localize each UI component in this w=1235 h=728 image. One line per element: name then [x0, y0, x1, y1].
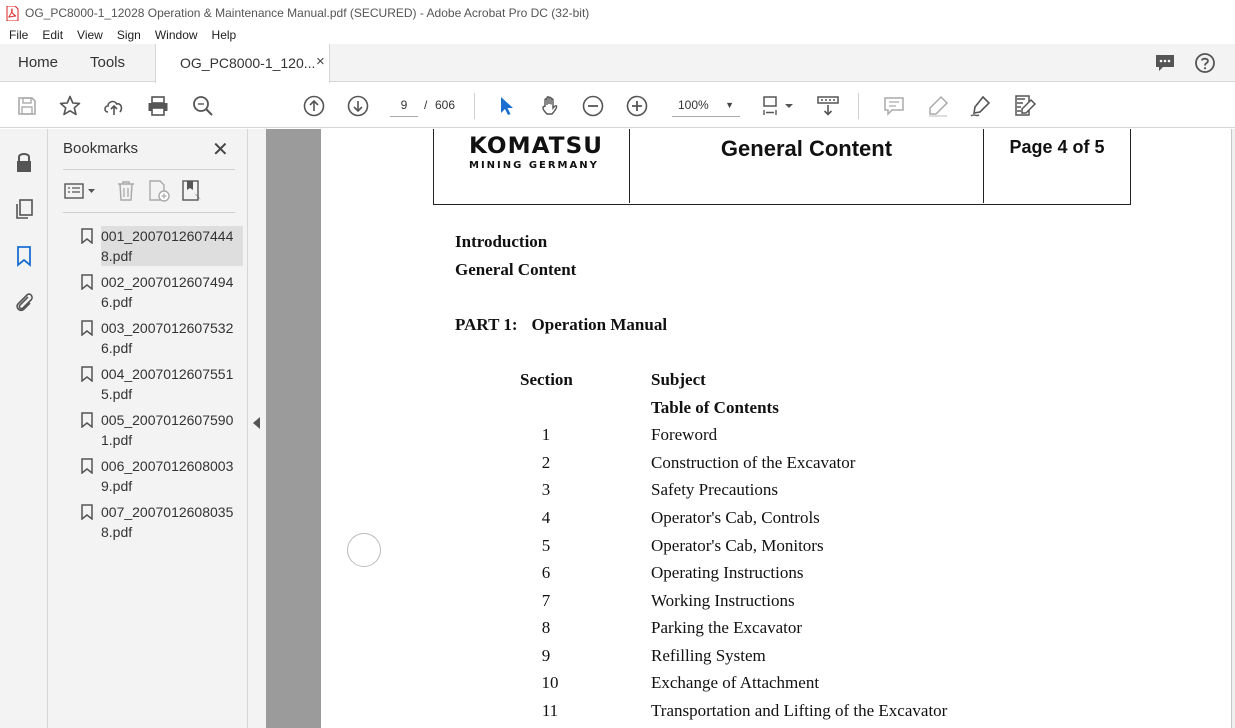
select-cursor-icon[interactable]	[494, 94, 518, 118]
tab-close-button[interactable]: ×	[316, 53, 325, 70]
next-page-icon[interactable]	[346, 94, 370, 118]
new-bookmark-icon[interactable]	[146, 179, 172, 203]
left-rail	[0, 129, 48, 728]
toc-row-number: 5	[541, 536, 551, 555]
header-title: General Content	[720, 136, 893, 161]
bookmark-item[interactable]	[78, 316, 248, 362]
bookmark-label: 002_20070126074946.pdf	[101, 274, 234, 310]
bookmark-list	[78, 224, 248, 546]
logo-cell	[434, 129, 630, 203]
bookmark-label: 001_20070126074448.pdf	[101, 226, 243, 266]
comment-icon[interactable]	[882, 94, 906, 118]
bookmark-icon	[81, 274, 93, 290]
toc-row-subject: Safety Precautions	[651, 480, 778, 499]
bookmark-item[interactable]	[78, 270, 248, 316]
komatsu-logo: KOMATSU	[469, 134, 604, 159]
toc-row-subject: Working Instructions	[651, 591, 795, 610]
toc-row-subject: Refilling System	[651, 646, 766, 665]
comment-bubble-icon[interactable]	[1154, 52, 1176, 74]
page-separator: /	[424, 98, 428, 112]
divider	[63, 212, 235, 213]
part-heading	[455, 315, 667, 335]
toolbar-divider	[858, 93, 859, 119]
part-label: PART 1:	[455, 315, 518, 334]
lock-icon[interactable]	[12, 150, 36, 174]
toolbar-divider	[474, 93, 475, 119]
bookmarks-close-button[interactable]: ✕	[212, 139, 229, 161]
toc-row-subject: Construction of the Excavator	[651, 453, 856, 472]
sign-pen-icon[interactable]	[969, 94, 993, 118]
star-bookmark-icon[interactable]	[58, 94, 82, 118]
toc-row-subject: Foreword	[651, 425, 718, 444]
bookmarks-panel	[48, 129, 248, 728]
bookmarks-title: Bookmarks	[63, 140, 139, 157]
toc-row-number: 7	[541, 591, 551, 610]
column-header-subject: Subject	[651, 370, 706, 389]
toc-row-number: 11	[541, 701, 559, 720]
bookmark-label: 006_20070126080039.pdf	[101, 458, 234, 494]
toc-row-number: 3	[541, 480, 551, 499]
toc-row-number: 6	[541, 563, 551, 582]
collapse-arrow-icon	[253, 417, 260, 429]
bookmark-label: 003_20070126075326.pdf	[101, 320, 234, 356]
toc-row-number: 10	[541, 673, 559, 692]
tab-document[interactable]	[155, 44, 330, 83]
menu-bar	[0, 26, 1235, 44]
tab-tools[interactable]: Tools	[90, 54, 126, 71]
total-pages: 606	[435, 98, 456, 112]
bookmark-panel-icon[interactable]	[12, 244, 36, 268]
heading-introduction: Introduction	[455, 232, 548, 251]
menu-window[interactable]: Window	[154, 28, 198, 42]
toc-row-number: 8	[541, 618, 551, 637]
print-icon[interactable]	[146, 94, 170, 118]
main-toolbar	[0, 83, 1235, 128]
zoom-in-icon[interactable]	[625, 94, 649, 118]
toc-row-subject: Operator's Cab, Monitors	[651, 536, 824, 555]
acrobat-app-icon	[6, 6, 19, 21]
bookmark-label: 005_20070126075901.pdf	[101, 412, 234, 448]
scroll-mode-icon[interactable]	[816, 94, 840, 118]
bookmark-search-icon[interactable]	[180, 179, 206, 203]
pdf-page	[321, 129, 1233, 728]
title-bar	[0, 0, 1235, 26]
toc-row-number: 2	[541, 453, 551, 472]
column-header-section: Section	[520, 370, 573, 389]
bookmark-icon	[81, 366, 93, 382]
scan-hole-mark	[347, 533, 381, 567]
save-icon[interactable]	[15, 94, 39, 118]
bookmark-label: 007_20070126080358.pdf	[101, 504, 234, 540]
delete-trash-icon[interactable]	[113, 179, 139, 203]
previous-page-icon[interactable]	[302, 94, 326, 118]
menu-file[interactable]: File	[9, 28, 29, 42]
komatsu-logo-subtitle: MINING GERMANY	[469, 160, 599, 171]
tab-home[interactable]: Home	[18, 54, 59, 71]
zoom-out-icon[interactable]	[581, 94, 605, 118]
bookmark-icon	[81, 412, 93, 428]
menu-sign[interactable]: Sign	[116, 28, 141, 42]
bookmark-options-icon[interactable]	[63, 179, 99, 203]
pages-thumbnails-icon[interactable]	[12, 197, 36, 221]
toc-row-subject: Transportation and Lifting of the Excavator	[651, 701, 948, 720]
toc-row-subject: Parking the Excavator	[651, 618, 803, 637]
bookmark-item[interactable]	[78, 500, 248, 546]
toc-row-number: 9	[541, 646, 551, 665]
toc-row-number: 4	[541, 508, 551, 527]
bookmark-item[interactable]	[78, 362, 248, 408]
part-title: Operation Manual	[531, 315, 668, 334]
zoom-level-value: 100%	[678, 98, 709, 112]
header-page-cell	[984, 129, 1130, 203]
window-title: OG_PC8000-1_12028 Operation & Maintenance Manual.pdf (SECURED) - Adobe Acrobat Pro DC (32-bit)	[25, 6, 590, 20]
attachment-paperclip-icon[interactable]	[12, 290, 36, 314]
upload-cloud-icon[interactable]	[102, 94, 126, 118]
toc-row-subject: Operating Instructions	[651, 563, 804, 582]
hand-tool-icon[interactable]	[538, 94, 562, 118]
page-fit-icon[interactable]	[760, 94, 796, 118]
highlight-pen-icon[interactable]	[926, 94, 950, 118]
bookmark-item[interactable]	[78, 454, 248, 500]
chevron-down-icon: ▼	[725, 100, 734, 110]
toc-row-subject: Exchange of Attachment	[651, 673, 820, 692]
bookmark-label: 004_20070126075515.pdf	[101, 366, 234, 402]
bookmark-icon	[81, 228, 93, 244]
tab-bar	[0, 44, 1235, 82]
bookmark-icon	[81, 504, 93, 520]
menu-view[interactable]: View	[77, 28, 103, 42]
help-icon[interactable]	[1194, 52, 1216, 74]
panel-collapse-handle[interactable]	[248, 129, 266, 728]
document-viewport[interactable]	[266, 129, 1233, 728]
page-header-table	[433, 129, 1131, 205]
divider	[63, 169, 235, 170]
bookmark-item[interactable]	[78, 408, 248, 454]
toc-row-number: 1	[541, 425, 551, 444]
bookmark-icon	[81, 320, 93, 336]
menu-help[interactable]: Help	[211, 28, 237, 42]
bookmark-icon	[81, 458, 93, 474]
bookmark-item[interactable]	[78, 224, 248, 270]
page-number-input[interactable]: 9	[390, 93, 418, 117]
right-edge	[1231, 129, 1235, 728]
edit-document-icon[interactable]	[1013, 94, 1037, 118]
header-title-cell	[630, 129, 984, 203]
heading-general-content: General Content	[455, 260, 577, 279]
zoom-search-icon[interactable]	[191, 94, 215, 118]
toc-heading: Table of Contents	[651, 398, 779, 417]
menu-edit[interactable]: Edit	[42, 28, 64, 42]
header-page-number: Page 4 of 5	[1009, 137, 1105, 157]
toc-row-subject: Operator's Cab, Controls	[651, 508, 820, 527]
tab-document-label: OG_PC8000-1_120...	[180, 55, 316, 71]
zoom-level-select[interactable]	[672, 93, 740, 117]
